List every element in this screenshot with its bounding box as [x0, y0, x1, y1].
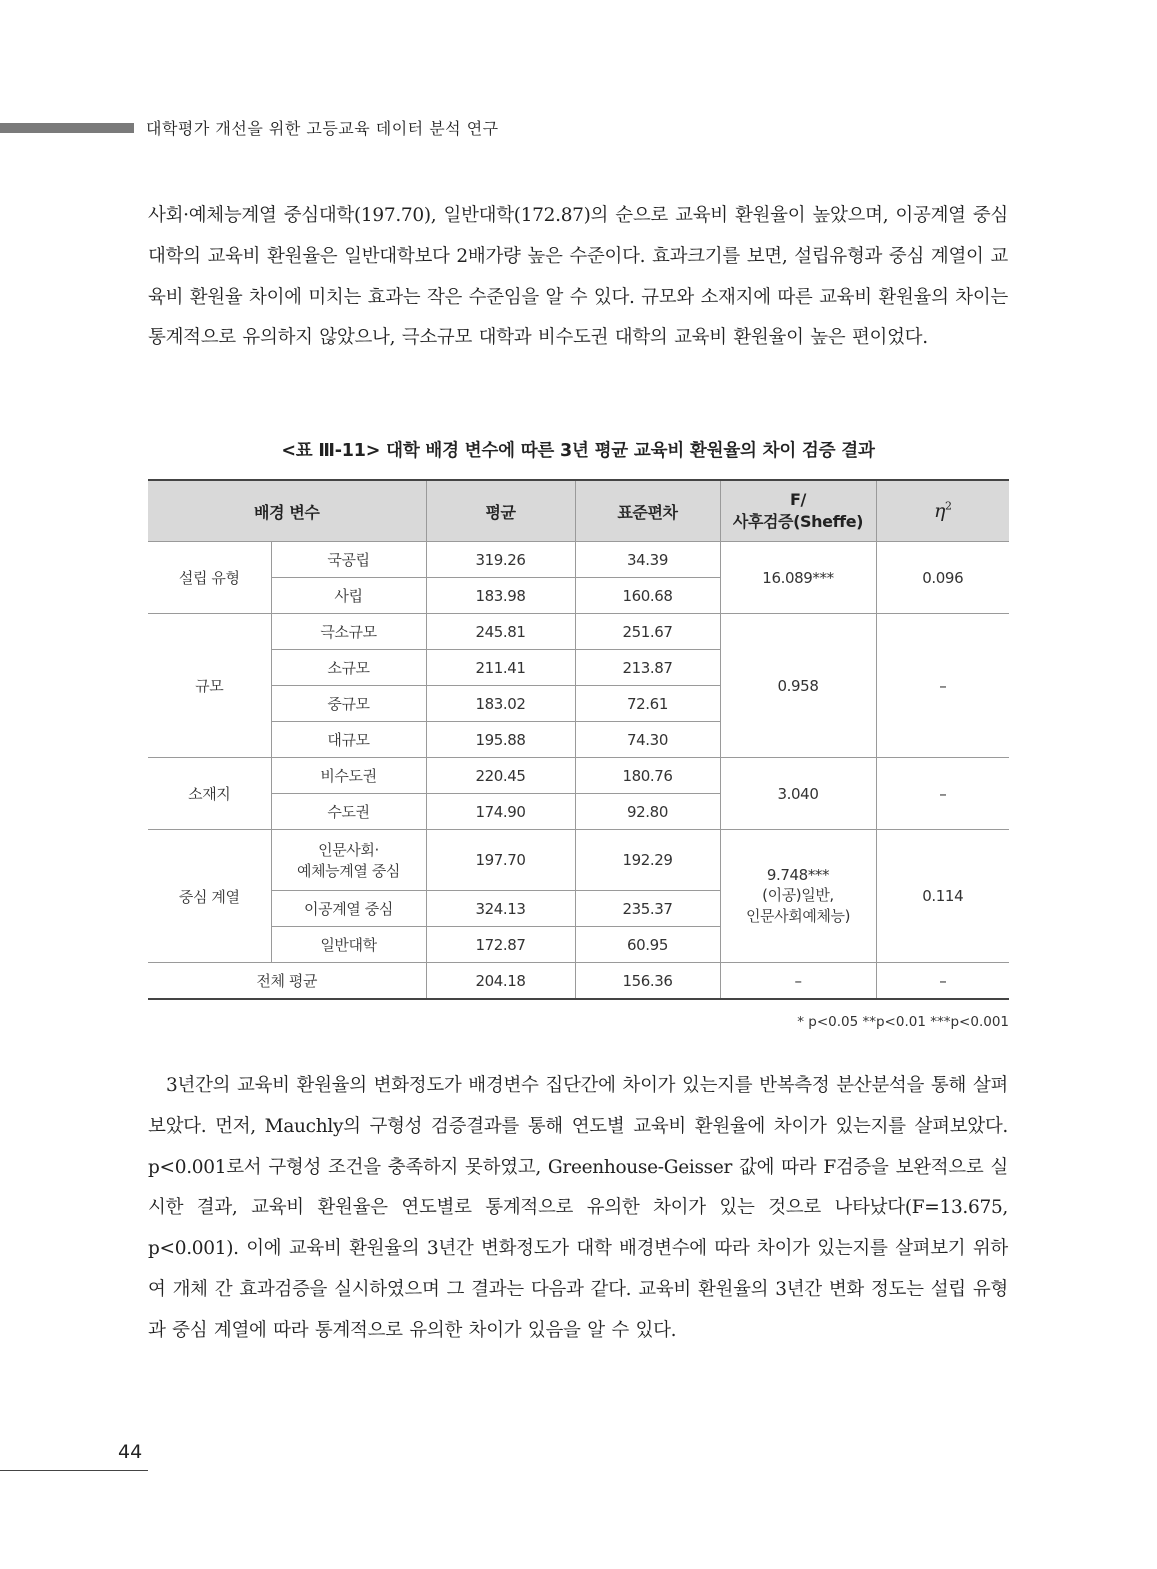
paragraph-2-text: 3년간의 교육비 환원율의 변화정도가 배경변수 집단간에 차이가 있는지를 반복측정 분산분석을 통해 살펴보았다. 먼저, Mauchly의 구형성 검증결과를 통해 연도별 교육비 환원율에 차이가 있는지를 살펴보았다. p<0.001로서 구형성 조건을 충족하지 못하였고, Greenhouse-Geisser 값에 따라 F검증을 보완적으로 실시한 결과, 교육비 환원율은 연도별로 통계적으로 유의한 차이가 있는 것으로 나타났다(F=13.675, p<0.001). 이에 교육비 환원율의 3년간 변화정도가 대학 배경변수에 따라 차이가 있는지를 살펴보기 위하여 개체 간 효과검증을 실시하였으며 그 결과는 다음과 같다. 교육비 환원율의 3년간 변화 정도는 설립 유형과 중심 계열에 따라 통계적으로 유의한 차이가 있음을 알 수 있다. [148, 1075, 1008, 1341]
row-label: 소규모 [271, 650, 426, 686]
row-label: 사립 [271, 578, 426, 614]
paragraph-2 [148, 1066, 1008, 1352]
table-caption: <표 Ⅲ-11> 대학 배경 변수에 따른 3년 평균 교육비 환원율의 차이 검증 결과 [281, 441, 875, 461]
mean-cell: 245.81 [426, 614, 575, 650]
row-label [271, 830, 426, 891]
mean-cell: 195.88 [426, 722, 575, 758]
eta-symbol: η [933, 500, 945, 523]
sd-cell: 160.68 [575, 578, 720, 614]
f-line1: 9.748*** [766, 866, 830, 884]
mean-cell: 183.98 [426, 578, 575, 614]
total-f: – [720, 963, 876, 1000]
sd-cell: 213.87 [575, 650, 720, 686]
page-number: 44 [118, 1441, 143, 1463]
mean-cell: 211.41 [426, 650, 575, 686]
sd-cell: 92.80 [575, 794, 720, 830]
total-eta: – [876, 963, 1009, 1000]
eta-superscript: 2 [944, 499, 952, 513]
table-row [148, 758, 1009, 794]
group-label: 소재지 [148, 758, 271, 830]
table-row [148, 830, 1009, 891]
table-row [148, 614, 1009, 650]
total-label: 전체 평균 [148, 963, 426, 1000]
group-label: 중심 계열 [148, 830, 271, 963]
header-f-line1: F/ [790, 490, 806, 509]
row-label: 일반대학 [271, 927, 426, 963]
eta-cell: 0.114 [876, 830, 1009, 963]
sd-cell: 192.29 [575, 830, 720, 891]
sd-cell: 74.30 [575, 722, 720, 758]
eta-cell: 0.096 [876, 542, 1009, 614]
header-sd: 표준편차 [575, 480, 720, 542]
row-label: 국공립 [271, 542, 426, 578]
footer-rule [0, 1470, 148, 1471]
f-line2: (이공)일반, [762, 886, 834, 904]
mean-cell: 174.90 [426, 794, 575, 830]
eta-cell: – [876, 614, 1009, 758]
header-eta [876, 480, 1009, 542]
f-cell: 0.958 [720, 614, 876, 758]
total-mean: 204.18 [426, 963, 575, 1000]
eta-cell: – [876, 758, 1009, 830]
running-header-title: 대학평가 개선을 위한 고등교육 데이터 분석 연구 [146, 119, 499, 138]
row-label: 극소규모 [271, 614, 426, 650]
results-table [148, 479, 1009, 1000]
group-label: 규모 [148, 614, 271, 758]
header-f-line2: 사후검증(Sheffe) [732, 512, 864, 531]
row-label-line1: 인문사회· [318, 841, 379, 859]
group-label: 설립 유형 [148, 542, 271, 614]
f-cell: 16.089*** [720, 542, 876, 614]
f-cell: 3.040 [720, 758, 876, 830]
header-variable: 배경 변수 [148, 480, 426, 542]
row-label: 이공계열 중심 [271, 891, 426, 927]
table-total-row [148, 963, 1009, 1000]
mean-cell: 319.26 [426, 542, 575, 578]
mean-cell: 172.87 [426, 927, 575, 963]
row-label: 비수도권 [271, 758, 426, 794]
table-header-row [148, 480, 1009, 542]
sd-cell: 72.61 [575, 686, 720, 722]
sd-cell: 251.67 [575, 614, 720, 650]
mean-cell: 183.02 [426, 686, 575, 722]
sd-cell: 60.95 [575, 927, 720, 963]
sd-cell: 34.39 [575, 542, 720, 578]
total-sd: 156.36 [575, 963, 720, 1000]
f-cell [720, 830, 876, 963]
row-label: 수도권 [271, 794, 426, 830]
header-f [720, 480, 876, 542]
mean-cell: 197.70 [426, 830, 575, 891]
sd-cell: 180.76 [575, 758, 720, 794]
row-label: 중규모 [271, 686, 426, 722]
table-row [148, 542, 1009, 578]
mean-cell: 324.13 [426, 891, 575, 927]
row-label: 대규모 [271, 722, 426, 758]
paragraph-1-text: 사회·예체능계열 중심대학(197.70), 일반대학(172.87)의 순으로 교육비 환원율이 높았으며, 이공계열 중심대학의 교육비 환원율은 일반대학보다 2배가량 높은 수준이다. 효과크기를 보면, 설립유형과 중심 계열이 교육비 환원율 차이에 미치는 효과는 작은 수준임을 알 수 있다. 규모와 소재지에 따른 교육비 환원율의 차이는 통계적으로 유의하지 않았으나, 극소규모 대학과 비수도권 대학의 교육비 환원율이 높은 편이었다. [148, 205, 1008, 349]
significance-note: * p<0.05 **p<0.01 ***p<0.001 [797, 1014, 1009, 1030]
f-line3: 인문사회예체능) [745, 907, 851, 925]
mean-cell: 220.45 [426, 758, 575, 794]
paragraph-1 [148, 196, 1008, 359]
row-label-line2: 예체능계열 중심 [297, 862, 400, 880]
header-bar [0, 123, 134, 133]
header-mean: 평균 [426, 480, 575, 542]
sd-cell: 235.37 [575, 891, 720, 927]
